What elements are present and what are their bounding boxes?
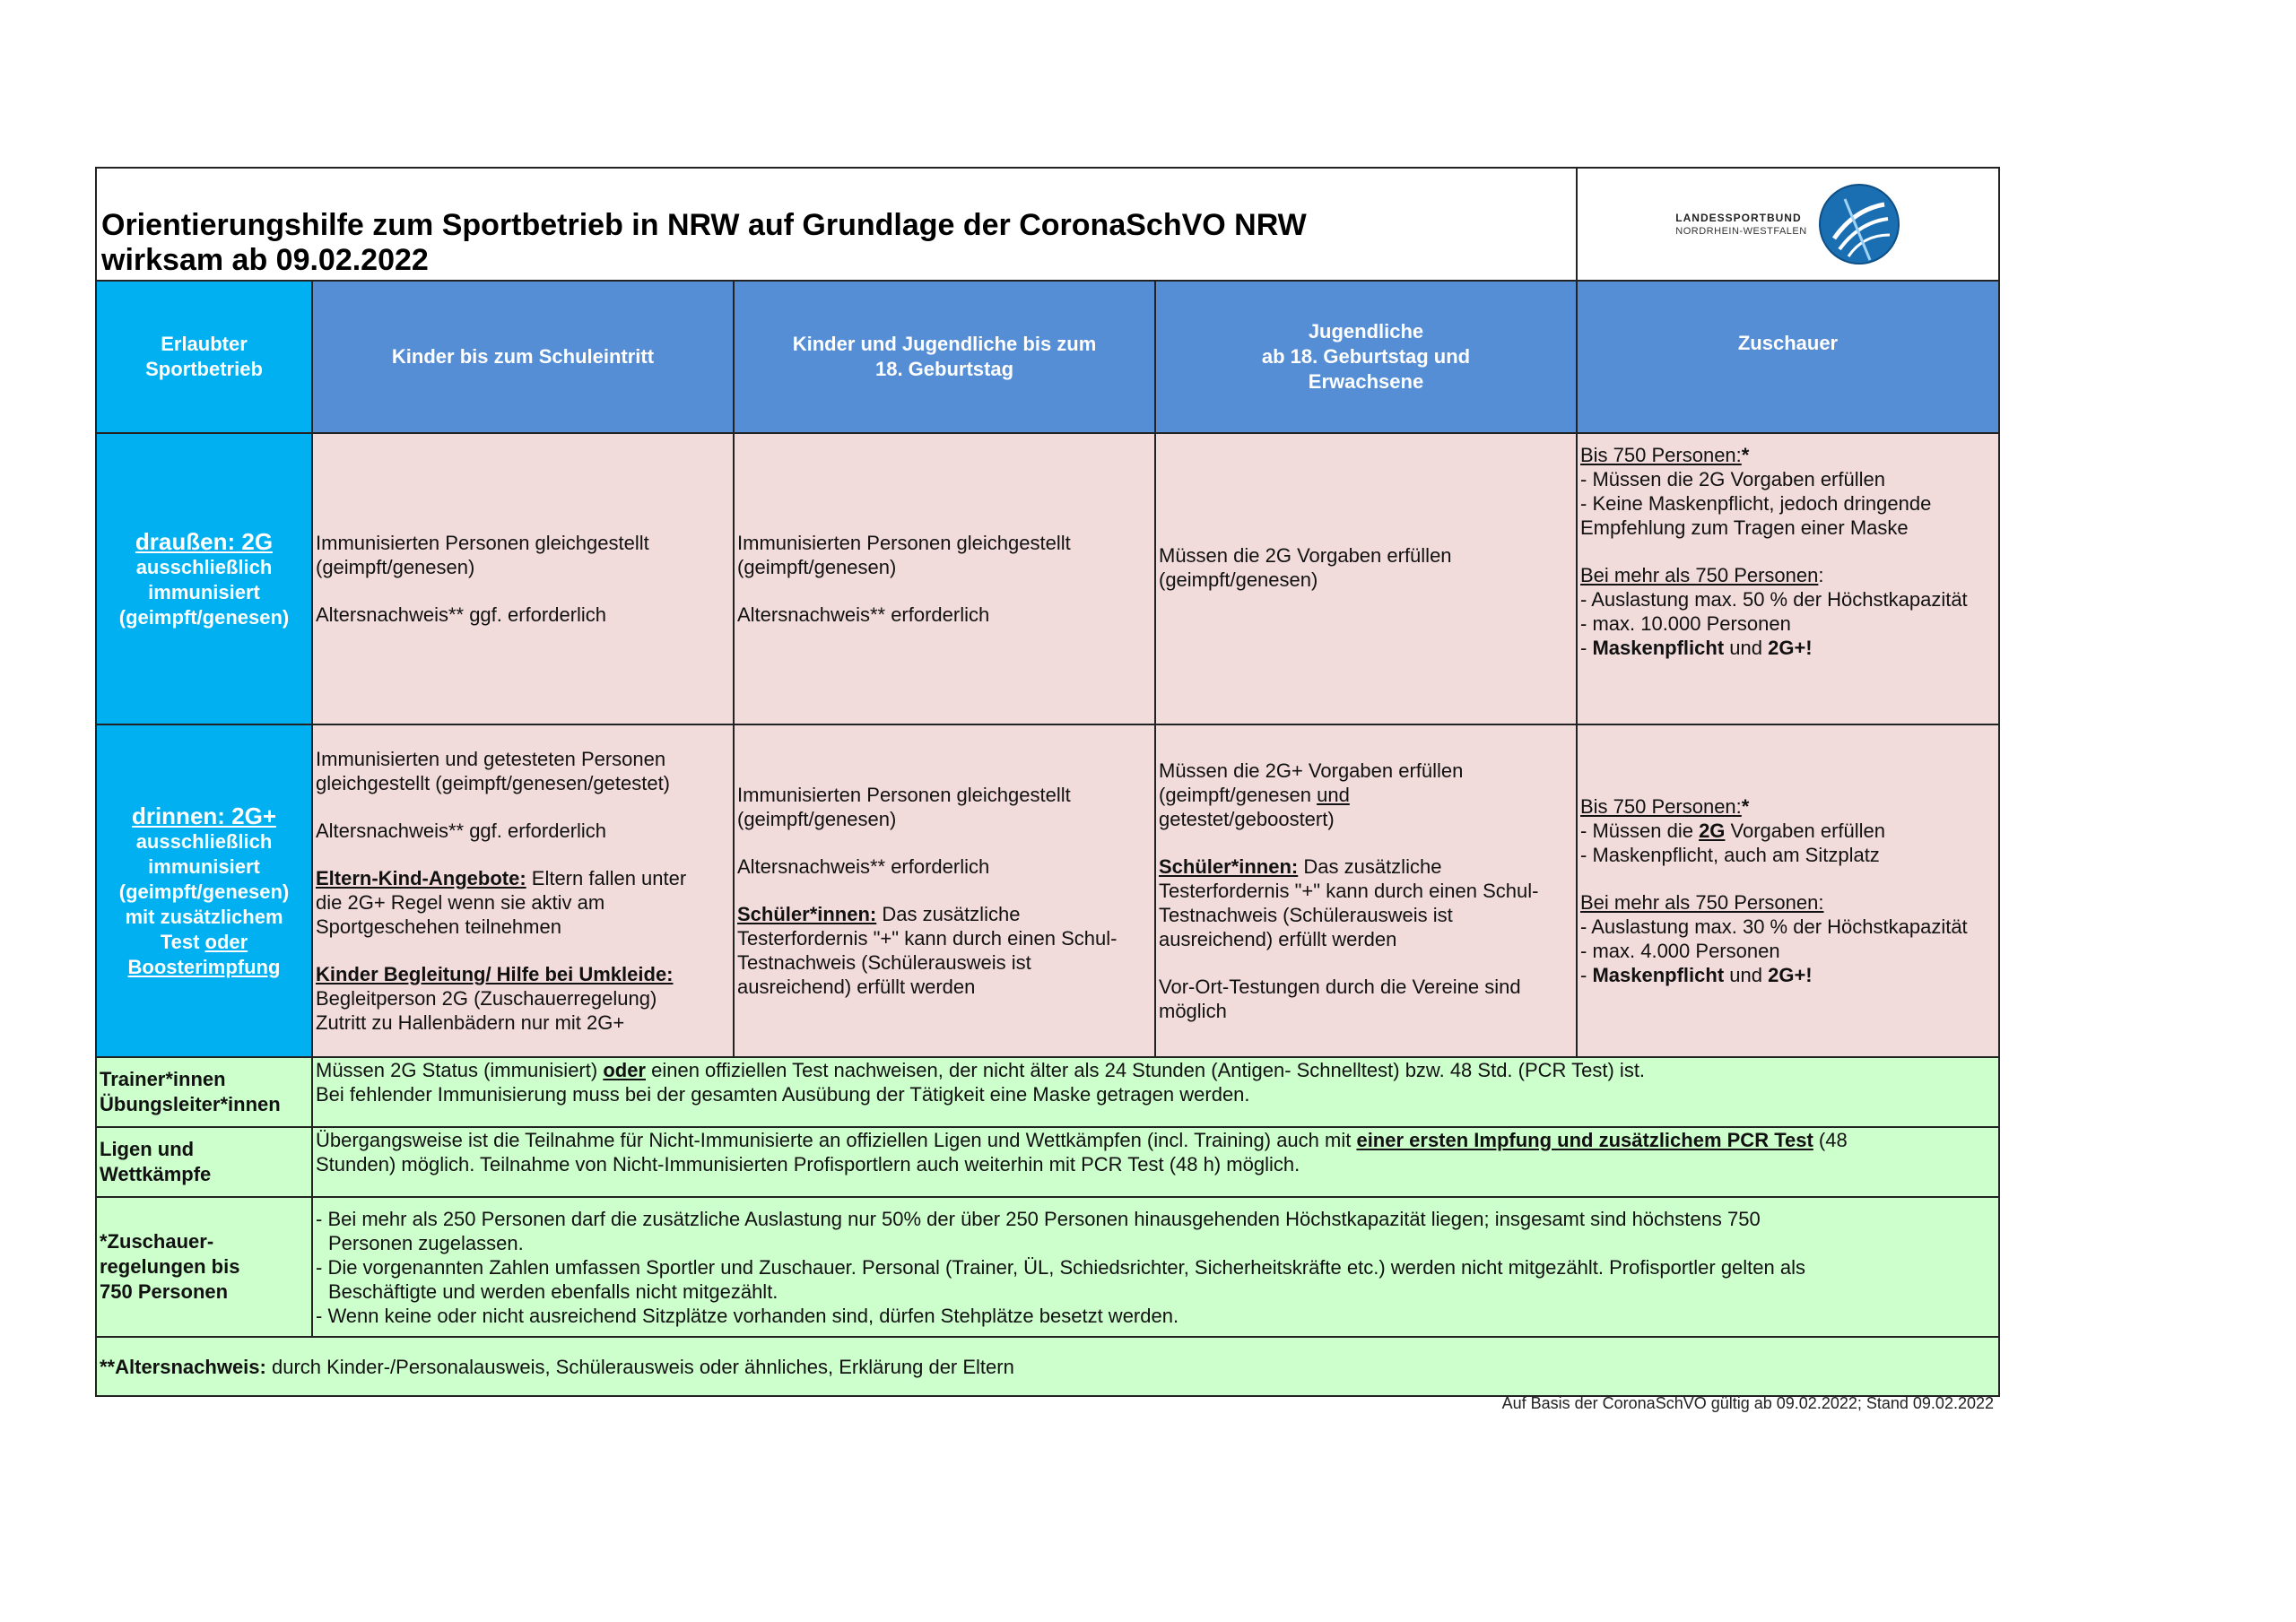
indoor-c2-line-3: Altersnachweis** erforderlich bbox=[737, 855, 990, 878]
outdoor-c3-line-2: (geimpft/genesen) bbox=[1159, 568, 1318, 591]
outdoor-c1-line-1: Immunisierten Personen gleichgestellt bbox=[316, 532, 649, 554]
indoor-c3-line-1: Müssen die 2G+ Vorgaben erfüllen bbox=[1159, 759, 1464, 782]
indoor-c2-line-1: Immunisierten Personen gleichgestellt bbox=[737, 784, 1071, 806]
indoor-c2-line-2: (geimpft/genesen) bbox=[737, 808, 897, 830]
ligen-text bbox=[312, 1127, 1999, 1197]
outdoor-label-title: draußen: 2G bbox=[135, 527, 274, 555]
outdoor-c4-heading-1: Bis 750 Personen:* bbox=[1580, 444, 1750, 466]
indoor-c2-line-6: Testnachweis (Schülerausweis ist bbox=[737, 951, 1031, 974]
header-1-text: Kinder bis zum Schuleintritt bbox=[391, 345, 655, 368]
header-3-line-2: ab 18. Geburtstag und bbox=[1261, 345, 1471, 368]
ligen-line-1: Übergangsweise ist die Teilnahme für Nicht-Immunisierte an offiziellen Ligen und Wettkämpfen (incl. Training) auch mit einer ersten Impfung und zusätzlichem PCR Test (48 bbox=[316, 1129, 1848, 1151]
zuschauer-label-line-2: regelungen bis bbox=[100, 1255, 240, 1278]
outdoor-label-line-3: (geimpft/genesen) bbox=[118, 605, 290, 629]
zuschauer-line-3: - Die vorgenannten Zahlen umfassen Sportler und Zuschauer. Personal (Trainer, ÜL, Schiedsrichter, Sicherheitskräfte etc.) werden nicht mitgezählt. Profisportler gelten als bbox=[316, 1255, 1805, 1279]
ligen-label-line-1: Ligen und bbox=[100, 1138, 195, 1160]
trainer-line-2: Bei fehlender Immunisierung muss bei der gesamten Ausübung der Tätigkeit eine Maske getragen werden. bbox=[316, 1083, 1250, 1106]
logo-cell bbox=[1577, 168, 1999, 281]
indoor-c3-line-9: möglich bbox=[1159, 1000, 1227, 1022]
landessportbund-logo bbox=[1675, 183, 1900, 265]
ligen-label-line-2: Wettkämpfe bbox=[100, 1163, 212, 1185]
logo-line-1: LANDESSPORTBUND bbox=[1675, 211, 1802, 224]
indoor-c3-line-6: Testnachweis (Schülerausweis ist bbox=[1159, 904, 1453, 926]
outdoor-label bbox=[96, 433, 312, 724]
zuschauer-rules-label bbox=[96, 1197, 312, 1337]
outdoor-zuschauer bbox=[1577, 433, 1999, 724]
indoor-c2-line-5: Testerfordernis "+" kann durch einen Schul- bbox=[737, 927, 1118, 950]
outdoor-c4-heading-2: Bei mehr als 750 Personen: bbox=[1580, 564, 1824, 586]
indoor-label-title: drinnen: 2G+ bbox=[131, 802, 277, 829]
trainer-row bbox=[96, 1057, 1999, 1127]
trainer-label-line-2: Übungsleiter*innen bbox=[100, 1093, 281, 1115]
rules-table bbox=[95, 167, 2000, 1397]
outdoor-row bbox=[96, 433, 1999, 724]
outdoor-c2-line-1: Immunisierten Personen gleichgestellt bbox=[737, 532, 1071, 554]
header-row bbox=[96, 281, 1999, 433]
footer-note: Auf Basis der CoronaSchVO gültig ab 09.02.2022; Stand 09.02.2022 bbox=[1501, 1394, 1994, 1412]
outdoor-kinder-schuleintritt bbox=[312, 433, 734, 724]
outdoor-c4-line-4: - Auslastung max. 50 % der Höchstkapazität bbox=[1580, 588, 1968, 611]
outdoor-c4-line-5: - max. 10.000 Personen bbox=[1580, 612, 1791, 635]
zuschauer-label-line-3: 750 Personen bbox=[100, 1280, 229, 1303]
indoor-label bbox=[96, 724, 312, 1057]
header-3-line-3: Erwachsene bbox=[1308, 370, 1424, 393]
header-4-text: Zuschauer bbox=[1737, 332, 1839, 354]
outdoor-label-line-2: immunisiert bbox=[148, 580, 260, 603]
header-zuschauer bbox=[1577, 281, 1999, 433]
title-row bbox=[96, 168, 1999, 281]
outdoor-c1-line-2: (geimpft/genesen) bbox=[316, 556, 475, 578]
header-kinder-jugendliche bbox=[734, 281, 1155, 433]
indoor-c1-line-2: gleichgestellt (geimpft/genesen/getestet) bbox=[316, 772, 671, 794]
indoor-kinder-jugendliche bbox=[734, 724, 1155, 1057]
indoor-c2-line-4: Schüler*innen: Das zusätzliche bbox=[737, 903, 1021, 925]
indoor-c4-line-3: - Auslastung max. 30 % der Höchstkapazität bbox=[1580, 915, 1968, 938]
indoor-c1-line-4: Eltern-Kind-Angebote: Eltern fallen unter bbox=[316, 867, 687, 889]
header-3-line-1: Jugendliche bbox=[1308, 320, 1424, 343]
logo-text bbox=[1675, 212, 1806, 238]
indoor-c1-line-5: die 2G+ Regel wenn sie aktiv am bbox=[316, 891, 605, 914]
header-jugendliche-erwachsene bbox=[1155, 281, 1577, 433]
indoor-c3-line-2: (geimpft/genesen und bbox=[1159, 784, 1350, 806]
trainer-label-line-1: Trainer*innen bbox=[100, 1068, 226, 1090]
indoor-jugendliche-erwachsene bbox=[1155, 724, 1577, 1057]
altersnachweis-body: durch Kinder-/Personalausweis, Schülerausweis oder ähnliches, Erklärung der Eltern bbox=[265, 1355, 1014, 1378]
indoor-kinder-schuleintritt bbox=[312, 724, 734, 1057]
indoor-label-line-1: ausschließlich bbox=[135, 829, 273, 853]
indoor-c4-heading-2: Bei mehr als 750 Personen: bbox=[1580, 891, 1824, 914]
indoor-c3-line-7: ausreichend) erfüllt werden bbox=[1159, 928, 1397, 950]
outdoor-c2-line-3: Altersnachweis** erforderlich bbox=[737, 603, 990, 626]
outdoor-label-line-1: ausschließlich bbox=[135, 555, 273, 578]
indoor-c3-line-8: Vor-Ort-Testungen durch die Vereine sind bbox=[1159, 976, 1521, 998]
indoor-label-line-4: mit zusätzlichem bbox=[125, 905, 283, 928]
ligen-label bbox=[96, 1127, 312, 1197]
indoor-c4-line-4: - max. 4.000 Personen bbox=[1580, 940, 1780, 962]
outdoor-c2-line-2: (geimpft/genesen) bbox=[737, 556, 897, 578]
title-line-2: wirksam ab 09.02.2022 bbox=[101, 243, 429, 277]
trainer-line-1: Müssen 2G Status (immunisiert) oder einen offiziellen Test nachweisen, der nicht älter als 24 Stunden (Antigen- Schnelltest) bzw. 48 Std. (PCR Test) ist. bbox=[316, 1059, 1646, 1081]
zuschauer-line-1: - Bei mehr als 250 Personen darf die zusätzliche Auslastung nur 50% der über 250 Personen hinausgehenden Höchstkapazität liegen; insgesamt sind höchstens 750 bbox=[316, 1207, 1761, 1230]
header-2-line-1: Kinder und Jugendliche bis zum bbox=[792, 333, 1097, 355]
zuschauer-label-line-1: *Zuschauer- bbox=[100, 1230, 214, 1253]
indoor-c1-line-9: Zutritt zu Hallenbädern nur mit 2G+ bbox=[316, 1011, 625, 1034]
indoor-c1-line-7: Kinder Begleitung/ Hilfe bei Umkleide: bbox=[316, 963, 674, 985]
logo-emblem-icon bbox=[1818, 183, 1900, 265]
trainer-label bbox=[96, 1057, 312, 1127]
outdoor-c4-line-3: Empfehlung zum Tragen einer Maske bbox=[1580, 516, 1909, 539]
title-cell bbox=[96, 168, 1577, 281]
indoor-c3-line-3: getestet/geboostert) bbox=[1159, 808, 1335, 830]
title-line-1: Orientierungshilfe zum Sportbetrieb in NRW auf Grundlage der CoronaSchVO NRW bbox=[101, 208, 1307, 242]
zuschauer-line-2: Personen zugelassen. bbox=[328, 1231, 524, 1254]
indoor-label-line-2: immunisiert bbox=[148, 854, 260, 878]
indoor-c3-line-5: Testerfordernis "+" kann durch einen Schul- bbox=[1159, 880, 1539, 902]
outdoor-c4-line-1: - Müssen die 2G Vorgaben erfüllen bbox=[1580, 468, 1885, 490]
header-2-line-2: 18. Geburtstag bbox=[874, 358, 1014, 380]
outdoor-c4-line-6: - Maskenpflicht und 2G+! bbox=[1580, 637, 1813, 659]
logo-line-2: NORDRHEIN-WESTFALEN bbox=[1675, 225, 1807, 237]
zuschauer-rules-row bbox=[96, 1197, 1999, 1337]
header-kinder-schuleintritt bbox=[312, 281, 734, 433]
document-sheet bbox=[95, 167, 1998, 1397]
indoor-label-line-3: (geimpft/genesen) bbox=[118, 880, 290, 903]
indoor-c1-line-8: Begleitperson 2G (Zuschauerregelung) bbox=[316, 987, 657, 1010]
outdoor-c4-line-2: - Keine Maskenpflicht, jedoch dringende bbox=[1580, 492, 1932, 515]
outdoor-c1-line-3: Altersnachweis** ggf. erforderlich bbox=[316, 603, 607, 626]
ligen-line-2: Stunden) möglich. Teilnahme von Nicht-Immunisierten Profisportlern auch weiterhin mit PCR Test (48 h) möglich. bbox=[316, 1153, 1300, 1175]
indoor-label-line-6: Boosterimpfung bbox=[127, 955, 281, 978]
indoor-c1-line-3: Altersnachweis** ggf. erforderlich bbox=[316, 820, 607, 842]
header-0-line-1: Erlaubter bbox=[161, 333, 248, 355]
zuschauer-line-5: - Wenn keine oder nicht ausreichend Sitzplätze vorhanden sind, dürfen Stehplätze besetzt werden. bbox=[316, 1304, 1179, 1327]
indoor-zuschauer bbox=[1577, 724, 1999, 1057]
altersnachweis-row bbox=[96, 1337, 1999, 1396]
indoor-row bbox=[96, 724, 1999, 1057]
zuschauer-line-4: Beschäftigte und werden ebenfalls nicht mitgezählt. bbox=[328, 1279, 778, 1303]
indoor-c4-line-5: - Maskenpflicht und 2G+! bbox=[1580, 964, 1813, 986]
altersnachweis-text bbox=[96, 1337, 1999, 1396]
indoor-c1-line-1: Immunisierten und getesteten Personen bbox=[316, 748, 666, 770]
outdoor-kinder-jugendliche bbox=[734, 433, 1155, 724]
zuschauer-rules-text bbox=[312, 1197, 1999, 1337]
indoor-label-line-5: Test oder bbox=[160, 930, 248, 953]
indoor-c4-heading-1: Bis 750 Personen:* bbox=[1580, 795, 1750, 818]
header-0-line-2: Sportbetrieb bbox=[145, 358, 263, 380]
indoor-c3-line-4: Schüler*innen: Das zusätzliche bbox=[1159, 855, 1442, 878]
header-erlaubter-sportbetrieb bbox=[96, 281, 312, 433]
indoor-c4-line-2: - Maskenpflicht, auch am Sitzplatz bbox=[1580, 844, 1880, 866]
outdoor-c3-line-1: Müssen die 2G Vorgaben erfüllen bbox=[1159, 543, 1452, 567]
outdoor-jugendliche-erwachsene bbox=[1155, 433, 1577, 724]
indoor-c1-line-6: Sportgeschehen teilnehmen bbox=[316, 915, 561, 938]
indoor-c2-line-7: ausreichend) erfüllt werden bbox=[737, 976, 976, 998]
indoor-c4-line-1: - Müssen die 2G Vorgaben erfüllen bbox=[1580, 820, 1885, 842]
trainer-text bbox=[312, 1057, 1999, 1127]
ligen-row bbox=[96, 1127, 1999, 1197]
altersnachweis-label: **Altersnachweis: bbox=[100, 1355, 266, 1378]
